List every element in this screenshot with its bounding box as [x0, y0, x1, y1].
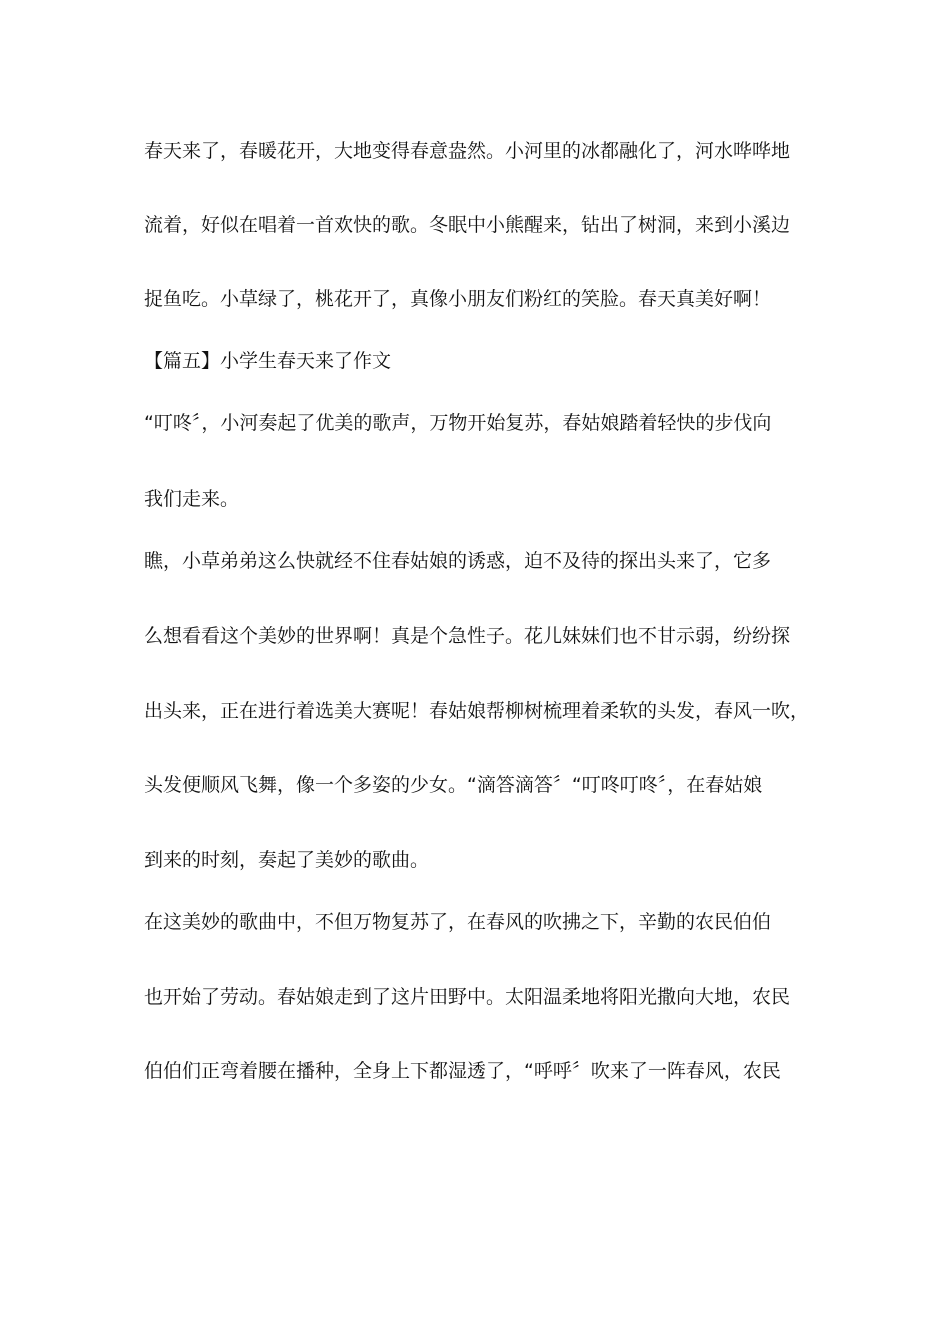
paragraph-line: 头发便顺风飞舞，像一个多姿的少女。“滴答滴答〞“叮咚叮咚〞，在春姑娘	[144, 774, 763, 796]
paragraph-line: 么想看看这个美妙的世界啊！真是个急性子。花儿妹妹们也不甘示弱，纷纷探	[144, 625, 791, 647]
paragraph-line: 出头来，正在进行着选美大赛呢！春姑娘帮柳树梳理着柔软的头发，春风一吹，	[144, 700, 810, 722]
paragraph-line: 流着，好似在唱着一首欢快的歌。冬眠中小熊醒来，钻出了树洞，来到小溪边	[144, 214, 791, 236]
paragraph-line: 伯伯们正弯着腰在播种，全身上下都湿透了，“呼呼〞吹来了一阵春风，农民	[144, 1060, 781, 1082]
paragraph-line: 我们走来。	[144, 488, 240, 510]
paragraph-line: 春天来了，春暖花开，大地变得春意盎然。小河里的冰都融化了，河水哗哗地	[144, 140, 791, 162]
paragraph-line: 捉鱼吃。小草绿了，桃花开了，真像小朋友们粉红的笑脸。春天真美好啊！	[144, 288, 772, 310]
paragraph-line: 也开始了劳动。春姑娘走到了这片田野中。太阳温柔地将阳光撒向大地，农民	[144, 986, 791, 1008]
paragraph-line: “叮咚〞，小河奏起了优美的歌声，万物开始复苏，春姑娘踏着轻快的步伐向	[144, 412, 772, 434]
section-heading: 【篇五】小学生春天来了作文	[144, 350, 392, 372]
paragraph-line: 瞧，小草弟弟这么快就经不住春姑娘的诱惑，迫不及待的探出头来了，它多	[144, 550, 772, 572]
paragraph-line: 在这美妙的歌曲中，不但万物复苏了，在春风的吹拂之下，辛勤的农民伯伯	[144, 911, 772, 933]
paragraph-line: 到来的时刻，奏起了美妙的歌曲。	[144, 849, 430, 871]
